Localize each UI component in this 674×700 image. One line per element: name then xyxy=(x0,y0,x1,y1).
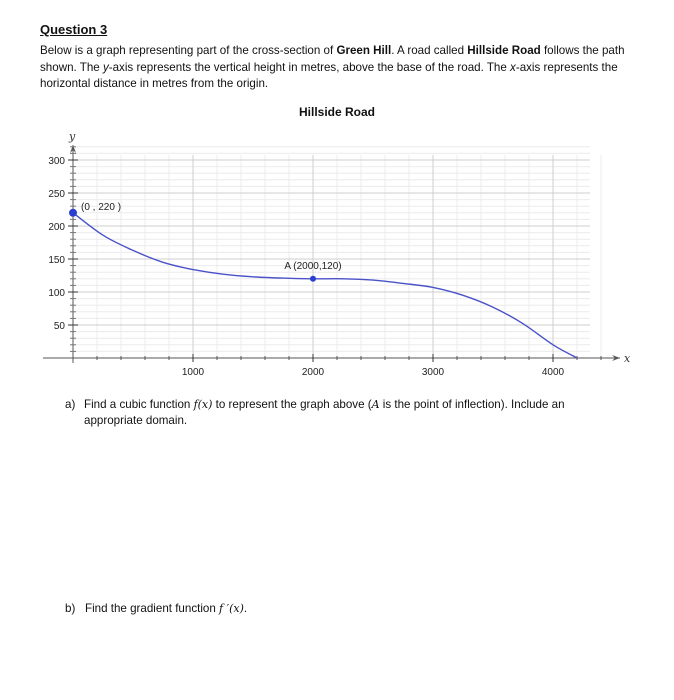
y-tick-label: 50 xyxy=(53,321,65,332)
ticks xyxy=(68,147,601,362)
y-axis-label: y xyxy=(69,130,76,143)
point-a-label: A (2000,120) xyxy=(284,260,342,272)
y-tick-label: 100 xyxy=(48,288,65,299)
part-a-label: a) xyxy=(65,398,76,411)
point-start-label: (0 , 220 ) xyxy=(81,201,122,213)
fx-symbol: f(x) xyxy=(193,398,213,411)
question-intro: Below is a graph representing part of the cross-section of Green Hill. A road called Hillside Road follows the path shown. The y-axis represents the vertical height in metres, above the base of the road. The x-axis represents the horizontal distance in metres from the origin. xyxy=(40,44,625,90)
y-tick-label: 300 xyxy=(48,156,65,167)
point-a xyxy=(310,276,316,282)
fpx-symbol: f ′(x) xyxy=(219,602,244,615)
point-start xyxy=(69,209,77,217)
question-part-a: a) Find a cubic function f(x) to represent the graph above (A is the point of inflection). Include an appropriate domain. xyxy=(65,398,565,427)
y-tick-label: 150 xyxy=(48,255,65,266)
y-tick-label: 250 xyxy=(48,189,65,200)
road-name: Hillside Road xyxy=(467,44,541,57)
x-axis-label: x xyxy=(624,352,631,365)
question-part-b: b) Find the gradient function f ′(x). xyxy=(65,602,248,615)
grid-major xyxy=(73,155,590,358)
grid-minor xyxy=(73,147,601,358)
question-heading: Question 3 xyxy=(40,22,108,37)
part-b-label: b) xyxy=(65,602,76,615)
point-a-symbol: A xyxy=(371,398,380,411)
graph-title: Hillside Road xyxy=(298,105,375,119)
x-tick-label: 3000 xyxy=(421,367,445,378)
y-tick-label: 200 xyxy=(48,222,65,233)
hillside-road-chart xyxy=(0,125,674,380)
hill-name: Green Hill xyxy=(336,44,392,57)
x-tick-label: 4000 xyxy=(541,367,565,378)
x-tick-label: 2000 xyxy=(301,367,325,378)
x-tick-label: 1000 xyxy=(181,367,205,378)
points xyxy=(69,202,342,282)
